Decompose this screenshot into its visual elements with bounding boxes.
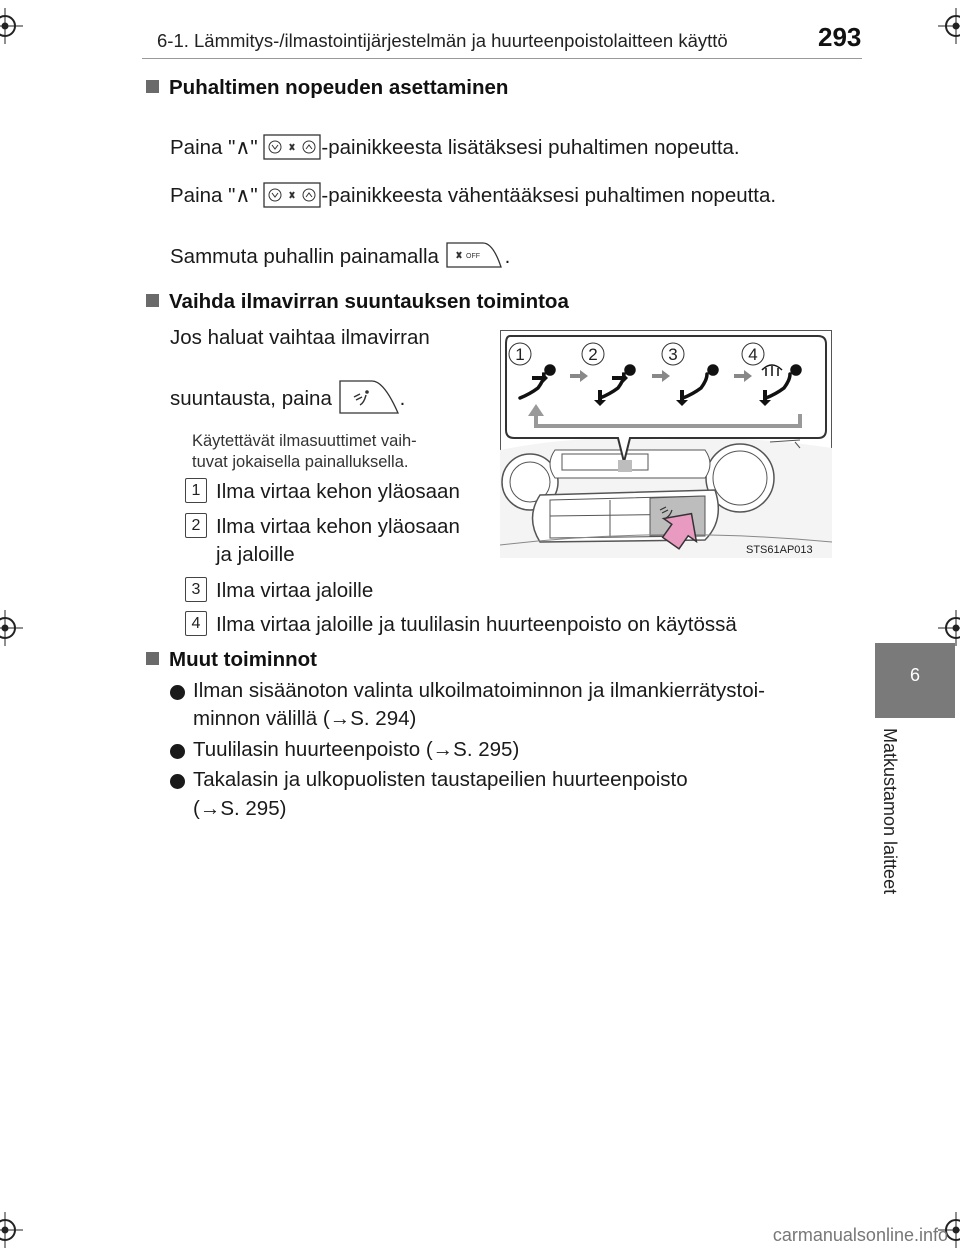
registration-mark xyxy=(0,8,23,44)
header-rule xyxy=(142,58,862,59)
other-item-2: Tuulilasin huurteenpoisto (→S. 295) xyxy=(193,738,520,761)
off-label: OFF xyxy=(465,253,480,260)
bullet-dot-icon xyxy=(170,774,185,789)
airflow-item-4: Ilma virtaa jaloille ja tuulilasin huurteenpoisto on käytössä xyxy=(216,613,737,636)
fan-button-icon xyxy=(263,134,321,160)
section-heading-fan: Puhaltimen nopeuden asettaminen xyxy=(146,76,508,100)
airflow-item-2-cont: ja jaloille xyxy=(216,543,295,566)
airflow-note: Käytettävät ilmasuuttimet vaih- tuvat jokaisella painalluksella. xyxy=(192,432,417,471)
fan-off-line: Sammuta puhallin painamalla OFF . xyxy=(170,241,510,269)
airflow-item-1: Ilma virtaa kehon yläosaan xyxy=(216,480,460,503)
fan-off-button-icon xyxy=(445,241,505,269)
airflow-intro-line1: Jos haluat vaihtaa ilmavirran xyxy=(170,326,430,349)
item-number: 1 xyxy=(185,478,207,503)
section-heading-other: Muut toiminnot xyxy=(146,648,317,672)
other-item-3-cont: (→S. 295) xyxy=(193,797,287,820)
fan-button-icon xyxy=(263,182,321,208)
fan-increase-line: Paina "∧" -painikkeesta lisätäksesi puhaltimen nopeutta. xyxy=(170,136,740,159)
square-bullet-icon xyxy=(146,80,159,93)
square-bullet-icon xyxy=(146,294,159,307)
other-item-3: Takalasin ja ulkopuolisten taustapeilien huurteenpoisto xyxy=(193,768,688,791)
callout-4: 4 xyxy=(748,345,758,364)
airflow-intro-line2: suuntausta, paina . xyxy=(170,379,405,415)
callout-1: 1 xyxy=(515,345,525,364)
item-number: 4 xyxy=(185,611,207,636)
airflow-mode-button-icon xyxy=(338,379,400,415)
registration-mark xyxy=(0,610,23,646)
item-number: 2 xyxy=(185,513,207,538)
callout-3: 3 xyxy=(668,345,678,364)
registration-mark xyxy=(938,8,960,44)
bullet-dot-icon xyxy=(170,744,185,759)
item-number: 3 xyxy=(185,577,207,602)
section-heading-airflow: Vaihda ilmavirran suuntauksen toimintoa xyxy=(146,290,569,314)
chapter-number: 6 xyxy=(909,665,920,685)
fan-decrease-line: Paina "∧" -painikkeesta vähentääksesi puhaltimen nopeutta. xyxy=(170,184,777,207)
airflow-item-3: Ilma virtaa jaloille xyxy=(216,579,374,602)
chapter-tab xyxy=(875,643,955,718)
airflow-item-2: Ilma virtaa kehon yläosaan xyxy=(216,515,460,538)
bullet-dot-icon xyxy=(170,685,185,700)
square-bullet-icon xyxy=(146,652,159,665)
chapter-title: Matkustamon laitteet xyxy=(880,728,900,895)
illustration-code: STS61AP013 xyxy=(746,544,813,556)
registration-mark xyxy=(0,1212,23,1248)
other-item-1-cont: minnon välillä (→S. 294) xyxy=(193,707,417,730)
callout-2: 2 xyxy=(588,345,598,364)
chapter-title-vertical xyxy=(870,728,910,908)
running-header: 6-1. Lämmitys-/ilmastointijärjestelmän ja huurteenpoistolaitteen käyttö xyxy=(157,30,728,51)
watermark: carmanualsonline.info xyxy=(772,1225,948,1245)
airflow-mode-illustration xyxy=(500,330,832,558)
other-item-1: Ilman sisäänoton valinta ulkoilmatoiminnon ja ilmankierrätystoi- xyxy=(193,679,765,702)
page-number: 293 xyxy=(818,22,862,52)
registration-mark xyxy=(938,610,960,646)
